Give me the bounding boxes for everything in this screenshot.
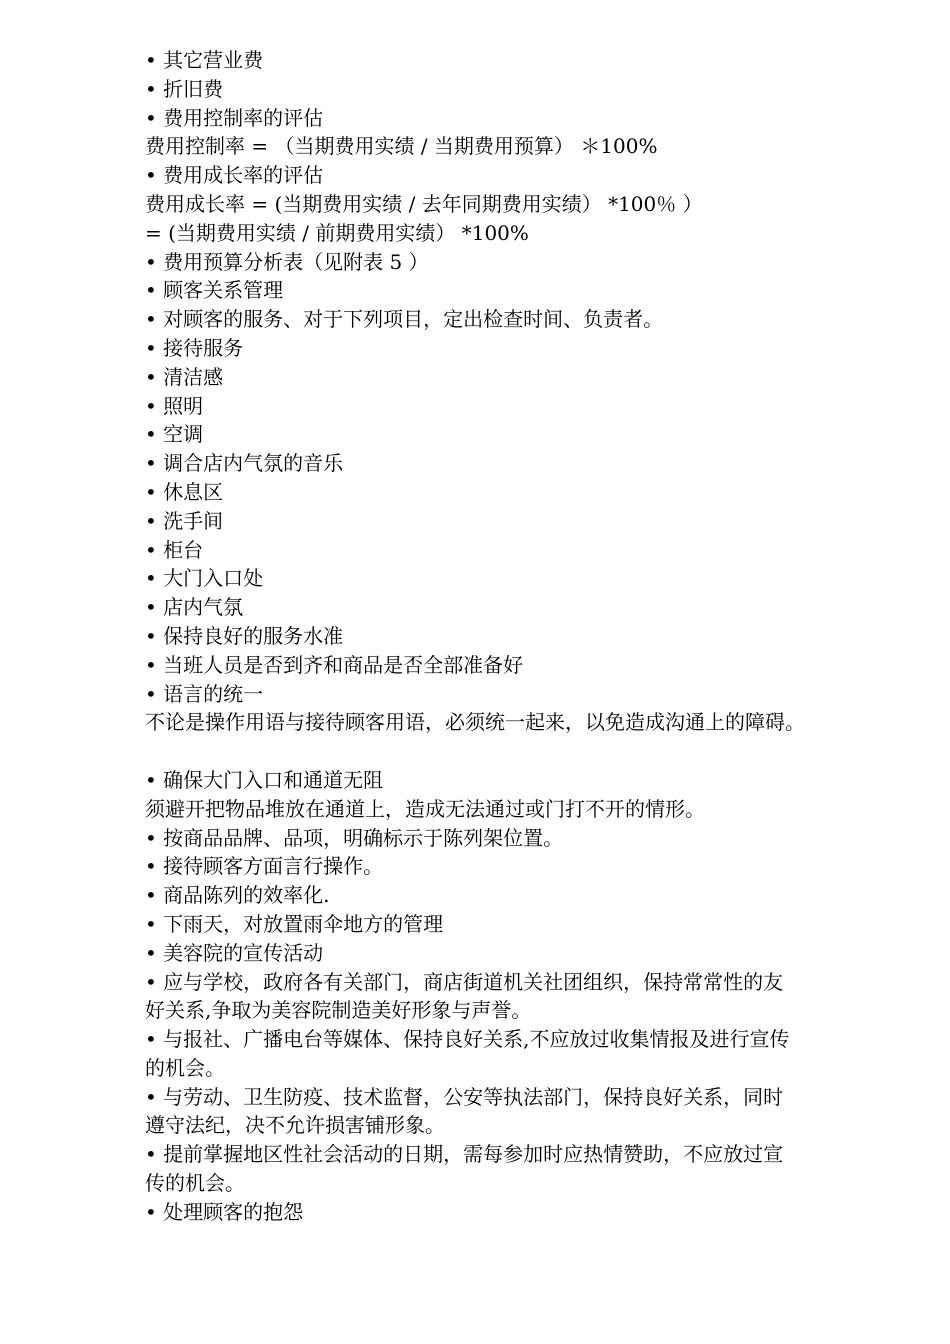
- text-line: • 与劳动、卫生防疫、技术监督，公安等执法部门，保持良好关系，同时: [145, 1084, 784, 1109]
- text-line: 须避开把物品堆放在通道上，造成无法通过或门打不开的情形。: [145, 796, 705, 821]
- text-line: • 大门入口处: [145, 566, 264, 591]
- text-line: • 费用成长率的评估: [145, 163, 324, 188]
- text-line: 遵守法纪，决不允许损害铺形象。: [145, 1113, 445, 1138]
- text-line: • 其它营业费: [145, 48, 264, 72]
- text-line: • 与报社、广播电台等媒体、保持良好关系,不应放过收集情报及进行宣传: [145, 1027, 790, 1052]
- text-line: • 折旧费: [145, 76, 224, 101]
- text-line: 费用控制率 = （当期费用实绩 / 当期费用预算） ＊100%: [145, 134, 658, 159]
- text-line: 不论是操作用语与接待顾客用语，必须统一起来，以免造成沟通上的障碍。: [145, 710, 805, 735]
- text-line: • 提前掌握地区性社会活动的日期，需每参加时应热情赞助，不应放过宣: [145, 1142, 784, 1167]
- text-line: • 应与学校，政府各有关部门，商店街道机关社团组织，保持常常性的友: [145, 969, 784, 994]
- text-line: • 美容院的宣传活动: [145, 940, 324, 965]
- text-line: • 对顾客的服务、对于下列项目，定出检查时间、负责者。: [145, 307, 664, 332]
- text-line: • 洗手间: [145, 508, 224, 533]
- text-line: • 店内气氛: [145, 595, 244, 620]
- text-line: • 当班人员是否到齐和商品是否全部准备好: [145, 652, 524, 677]
- text-line: • 照明: [145, 393, 204, 418]
- text-line: • 费用预算分析表（见附表 5 ）: [145, 249, 429, 274]
- text-line: • 柜台: [145, 537, 204, 562]
- text-line: • 保持良好的服务水准: [145, 623, 344, 648]
- text-line: • 调合店内气氛的音乐: [145, 451, 344, 476]
- text-line: • 商品陈列的效率化.: [145, 883, 330, 908]
- text-line: • 清洁感: [145, 364, 224, 389]
- document-body: [145, 46, 925, 1227]
- text-line: • 处理顾客的抱怨: [145, 1199, 304, 1224]
- text-line: = (当期费用实绩 / 前期费用实绩） *100%: [145, 220, 529, 245]
- text-line: 好关系,争取为美容院制造美好形象与声誉。: [145, 998, 532, 1023]
- text-line: • 语言的统一: [145, 681, 264, 706]
- text-line: • 接待顾客方面言行操作。: [145, 854, 384, 879]
- text-line: 的机会。: [145, 1055, 225, 1080]
- blank-line: [145, 737, 925, 766]
- text-line: • 接待服务: [145, 335, 244, 360]
- text-line: 费用成长率 = (当期费用实绩 / 去年同期费用实绩） *100％ ）: [145, 191, 703, 216]
- text-line: • 费用控制率的评估: [145, 105, 324, 130]
- text-line: • 按商品品牌、品项，明确标示于陈列架位置。: [145, 825, 564, 850]
- text-line: 传的机会。: [145, 1171, 245, 1196]
- text-line: • 下雨天，对放置雨伞地方的管理: [145, 911, 444, 936]
- text-line: • 空调: [145, 422, 204, 447]
- text-line: • 休息区: [145, 479, 224, 504]
- text-line: • 确保大门入口和通道无阻: [145, 767, 384, 792]
- text-line: • 顾客关系管理: [145, 278, 284, 303]
